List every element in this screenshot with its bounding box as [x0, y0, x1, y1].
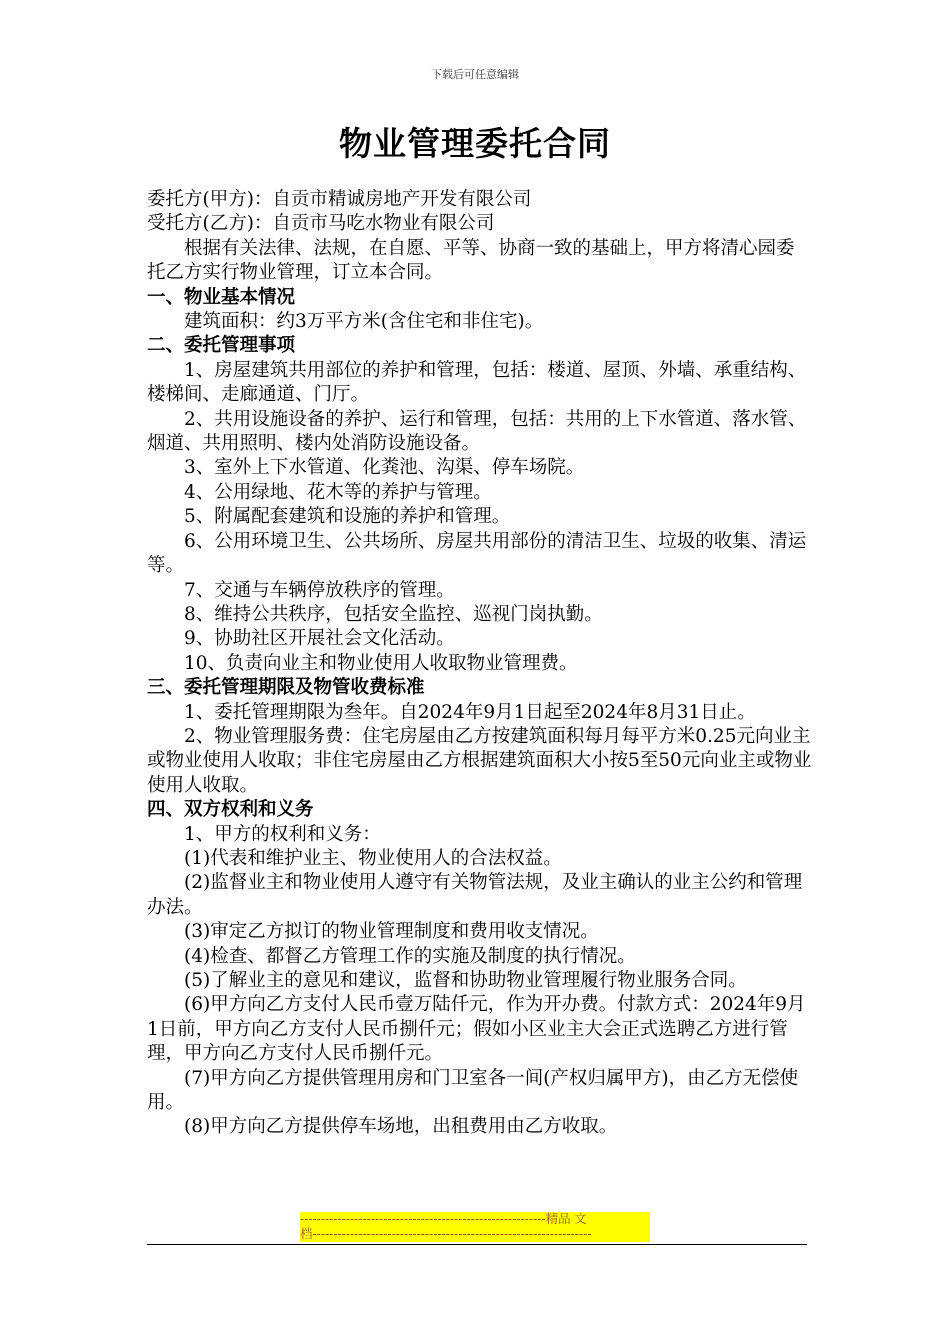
- section-3-heading: 三、委托管理期限及物管收费标准: [147, 677, 425, 699]
- list-item: (8)甲方向乙方提供停车场地，出租费用由乙方收取。: [184, 1116, 618, 1138]
- footer-highlight: [300, 1212, 650, 1242]
- list-item: 3、室外上下水管道、化粪池、沟渠、停车场院。: [184, 457, 585, 479]
- contract-body: [147, 188, 812, 1140]
- list-item: 1、房屋建筑共用部位的养护和管理，包括：楼道、屋顶、外墙、承重结构、楼梯间、走廊通道、门厅。: [147, 359, 807, 406]
- list-item: (1)代表和维护业主、物业使用人的合法权益。: [184, 847, 562, 869]
- list-item: 5、附属配套建筑和设施的养护和管理。: [184, 506, 511, 528]
- footer-line-2: 档-------------------------------------------------------------------: [300, 1227, 650, 1242]
- section-4-heading: 四、双方权利和义务: [147, 799, 314, 821]
- intro-paragraph: 根据有关法律、法规，在自愿、平等、协商一致的基础上，甲方将清心园委托乙方实行物业管理，订立本合同。: [147, 237, 795, 284]
- section-1-heading: 一、物业基本情况: [147, 286, 296, 308]
- list-item: 8、维持公共秩序，包括安全监控、巡视门岗执勤。: [184, 603, 603, 625]
- list-item: 6、公用环境卫生、公共场所、房屋共用部份的清洁卫生、垃圾的收集、清运等。: [147, 530, 807, 577]
- list-item: (4)检查、都督乙方管理工作的实施及制度的执行情况。: [184, 945, 636, 967]
- party-a-line: 委托方(甲方)：自贡市精诚房地产开发有限公司: [147, 189, 532, 210]
- party-b-line: 受托方(乙方)：自贡市马吃水物业有限公司: [147, 213, 495, 235]
- list-item: 2、共用设施设备的养护、运行和管理，包括：共用的上下水管道、落水管、烟道、共用照明、楼内处消防设施设备。: [147, 408, 807, 455]
- section-1-paragraph: 建筑面积：约3万平方米(含住宅和非住宅)。: [184, 311, 544, 333]
- list-item: (2)监督业主和物业使用人遵守有关物管法规，及业主确认的业主公约和管理办法。: [147, 872, 803, 918]
- subsection-heading: 1、甲方的权利和义务：: [184, 823, 381, 845]
- list-item: 7、交通与车辆停放秩序的管理。: [184, 579, 455, 601]
- list-item: 4、公用绿地、花木等的养护与管理。: [184, 481, 492, 503]
- list-item: (7)甲方向乙方提供管理用房和门卫室各一间(产权归属甲方)，由乙方无偿使用。: [147, 1067, 799, 1114]
- document-title: 物业管理委托合同: [339, 124, 611, 163]
- list-item: 10、负责向业主和物业使用人收取物业管理费。: [184, 652, 578, 674]
- footer-divider: [147, 1244, 807, 1245]
- list-item: (3)审定乙方拟订的物业管理制度和费用收支情况。: [184, 921, 599, 943]
- list-item: 1、委托管理期限为叁年。自2024年9月1日起至2024年8月31日止。: [184, 701, 756, 723]
- section-2-heading: 二、委托管理事项: [147, 335, 296, 357]
- list-item: 9、协助社区开展社会文化活动。: [184, 628, 455, 650]
- list-item: 2、物业管理服务费：住宅房屋由乙方按建筑面积每月每平方米0.25元向业主或物业使用人收取；非住宅房屋由乙方根据建筑面积大小按5至50元向业主或物业使用人收取。: [147, 725, 812, 796]
- list-item: (5)了解业主的意见和建议，监督和协助物业管理履行物业服务合同。: [184, 970, 747, 991]
- footer-line-1: -----------------------------------------------------------精品 文: [300, 1212, 650, 1227]
- list-item: (6)甲方向乙方支付人民币壹万陆仟元，作为开办费。付款方式：2024年9月1日前，甲方向乙方支付人民币捌仟元；假如小区业主大会正式选聘乙方进行管理，甲方向乙方支付人民币捌仟元。: [147, 994, 806, 1065]
- header-note: 下载后可任意编辑: [431, 68, 519, 81]
